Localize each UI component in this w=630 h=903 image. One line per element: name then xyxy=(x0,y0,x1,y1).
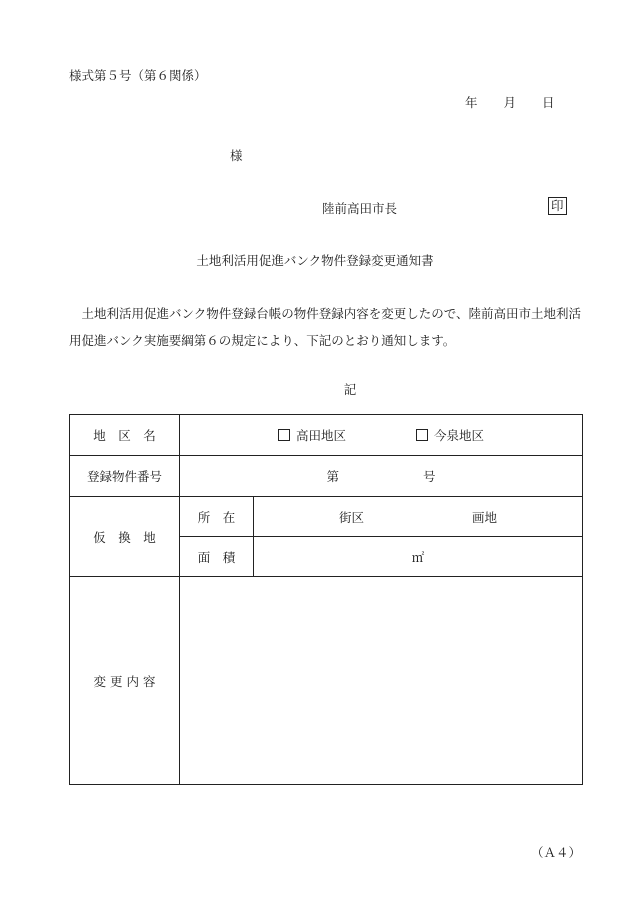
option-takata-label: 高田地区 xyxy=(295,428,346,443)
reg-number-suffix: 号 xyxy=(423,469,436,484)
sender-name: 陸前高田市長 xyxy=(322,201,398,216)
location-field[interactable] xyxy=(254,497,583,537)
change-label: 変 更 内 容 xyxy=(70,577,180,785)
temp-land-label: 仮 換 地 xyxy=(70,497,180,577)
recipient-suffix: 様 xyxy=(230,148,243,163)
reg-number-label: 登録物件番号 xyxy=(70,456,180,497)
body-text: 土地利活用促進バンク物件登録台帳の物件登録内容を変更したので、陸前高田市土地利活用促進バンク実施要綱第６の規定により、下記のとおり通知します。 xyxy=(69,306,582,348)
reg-number-field[interactable] xyxy=(180,456,583,497)
location-label: 所 在 xyxy=(180,497,254,537)
area-field[interactable] xyxy=(254,537,583,577)
paper-size-note: （Ａ４） xyxy=(531,845,582,860)
date-line xyxy=(465,93,555,111)
checkbox-takata[interactable] xyxy=(278,429,290,441)
area-label: 面 積 xyxy=(180,537,254,577)
reg-number-prefix: 第 xyxy=(326,469,339,484)
ki-heading: 記 xyxy=(343,382,357,397)
notification-table xyxy=(69,414,583,785)
year-label: 年 xyxy=(465,95,478,110)
change-content-field[interactable] xyxy=(180,577,583,785)
month-label: 月 xyxy=(503,95,517,110)
lot-label: 画地 xyxy=(472,509,498,525)
document-title: 土地利活用促進バンク物件登録変更通知書 xyxy=(196,253,434,268)
option-imaizumi-label: 今泉地区 xyxy=(434,428,485,443)
checkbox-imaizumi[interactable] xyxy=(416,429,428,441)
area-unit: ㎡ xyxy=(411,549,425,565)
district-options xyxy=(180,415,583,456)
form-number: 様式第５号（第６関係） xyxy=(69,68,207,83)
day-label: 日 xyxy=(542,95,555,110)
district-label: 地 区 名 xyxy=(70,415,180,456)
seal-mark: 印 xyxy=(548,197,567,215)
block-label: 街区 xyxy=(338,509,364,525)
